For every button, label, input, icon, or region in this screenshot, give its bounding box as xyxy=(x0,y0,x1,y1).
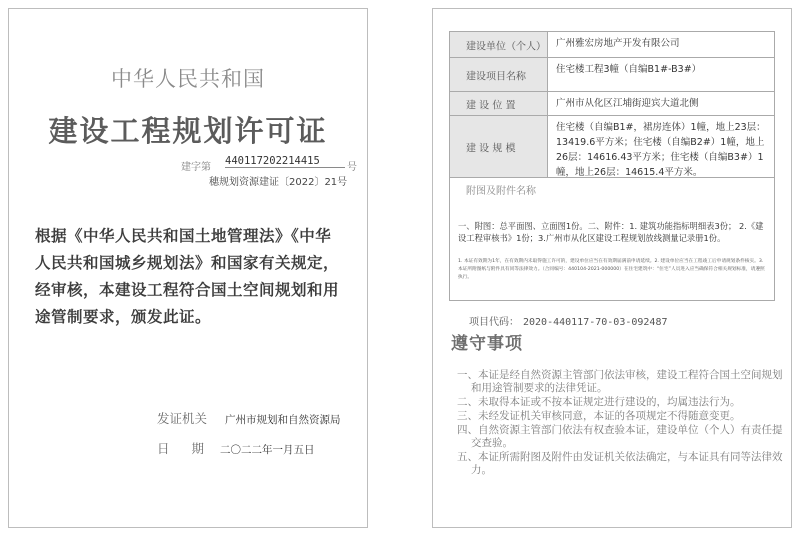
cert-no-prefix: 建字第 xyxy=(181,162,211,173)
attachments-note: 1. 本证有效期为1年，在有效期内未取得施工许可的，建设单位应当在有效期届满前申请延续。2. 建设单位应当在工程竣工后申请规划条件核实。3. 本证所附图纸与附件具有同等法律效力。（合同编号：440104-2021-000000）在住宅建筑中：“住宅”人员进入应当确保符合相关规划标准，请遵照执行。 xyxy=(458,259,765,280)
certificate-title: 建设工程规划许可证 xyxy=(48,114,328,148)
project-code-row xyxy=(469,313,668,328)
list-item: 二、未取得本证或不按本证规定进行建设的，均属违法行为。 xyxy=(457,396,741,408)
document-number: 穗规划资源建证〔2022〕21号 xyxy=(209,177,348,188)
certificate-front-page xyxy=(8,8,368,528)
project-code-label: 项目代码： xyxy=(469,317,519,328)
date-label-1: 日 xyxy=(157,441,170,456)
notice-list xyxy=(457,369,783,478)
row-label: 建 设 位 置 xyxy=(466,100,516,111)
row-value: 广州市从化区江埔街迎宾大道北侧 xyxy=(556,98,699,109)
notice-title: 遵守事项 xyxy=(451,334,523,354)
table-row xyxy=(450,58,774,92)
list-item: 三、未经发证机关审核同意，本证的各项规定不得随意变更。 xyxy=(457,410,741,422)
table-row xyxy=(450,116,774,178)
attachments-text: 一、附图：总平面图、立面图1份。二、附件：1. 建筑功能指标明细表3份； 2.《建设工程审核书》1份；3.广州市从化区建设工程规划放线测量记录册1份。 xyxy=(458,221,764,243)
list-item: 四、自然资源主管部门依法有权查验本证，建设单位（个人）有责任提交查验。 xyxy=(457,424,783,449)
project-code: 2020-440117-70-03-092487 xyxy=(523,317,668,328)
country-name: 中华人民共和国 xyxy=(111,67,265,91)
attachments-label: 附图及附件名称 xyxy=(466,186,536,197)
table-row xyxy=(450,32,774,58)
date-row xyxy=(157,439,315,457)
certificate-back-page xyxy=(432,8,792,528)
issuer-value: 广州市规划和自然资源局 xyxy=(225,414,341,426)
row-value: 住宅楼工程3幢（自编B1#-B3#） xyxy=(556,64,702,75)
issue-date: 二〇二二年一月五日 xyxy=(220,444,315,456)
date-label-2: 期 xyxy=(191,441,205,456)
row-value: 住宅楼（自编B1#，裙房连体）1幢，地上23层：13419.6平方米；住宅楼（自编B2#）1幢，地上26层：14616.43平方米；住宅楼（自编B3#）1幢，地上26层：14615.4平方米。 xyxy=(556,122,766,178)
certificate-number: 440117202214415 xyxy=(225,155,345,168)
table-row xyxy=(450,92,774,116)
issuer-label: 发证机关 xyxy=(157,411,208,426)
project-info-table xyxy=(449,31,775,301)
list-item: 一、本证是经自然资源主管部门依法审核，建设工程符合国土空间规划和用途管制要求的法律凭证。 xyxy=(457,369,783,394)
row-value: 广州雅宏房地产开发有限公司 xyxy=(556,38,680,49)
row-label: 建设项目名称 xyxy=(466,71,526,82)
list-item: 五、本证所需附图及附件由发证机关依法确定，与本证具有同等法律效力。 xyxy=(457,451,783,476)
row-label: 建设单位（个人） xyxy=(466,41,546,52)
cert-no-suffix: 号 xyxy=(347,162,357,173)
issuer-row xyxy=(157,409,341,427)
certificate-preamble: 根据《中华人民共和国土地管理法》《中华人民共和国城乡规划法》和国家有关规定，经审核，本建设工程符合国土空间规划和用途管制要求，颁发此证。 xyxy=(35,227,340,326)
row-label: 建 设 规 模 xyxy=(466,143,516,154)
